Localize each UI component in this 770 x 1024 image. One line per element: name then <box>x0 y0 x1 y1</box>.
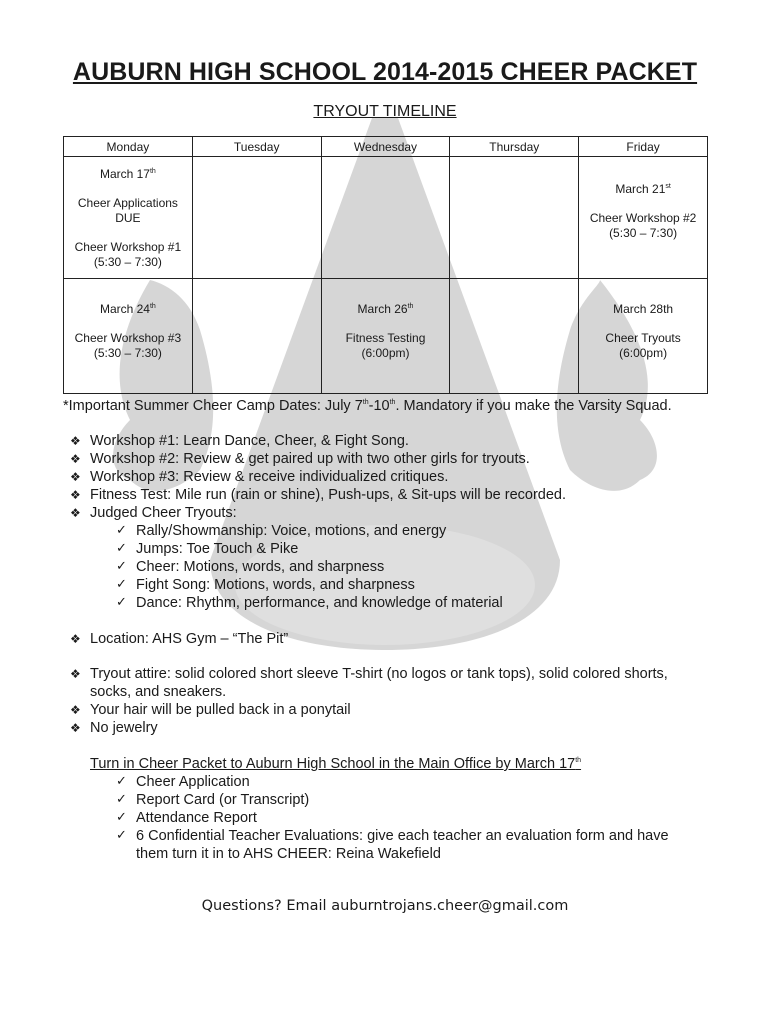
event: Cheer Workshop #1 <box>74 240 182 254</box>
cell-week2-thursday <box>450 279 579 394</box>
diamond-bullet-icon: ❖ <box>70 506 81 520</box>
table-header-row <box>64 137 708 157</box>
event: Cheer Workshop #3 <box>74 331 182 345</box>
cell-week2-tuesday <box>192 279 321 394</box>
date: March 26 <box>357 302 408 316</box>
turn-in-heading: Turn in Cheer Packet to Auburn High School in the Main Office by March 17th <box>90 756 582 772</box>
event-time: (6:00pm) <box>361 346 410 360</box>
table-row <box>64 157 708 279</box>
event-time: (5:30 – 7:30) <box>93 346 162 360</box>
list-item: Rally/Showmanship: Voice, motions, and energy <box>136 523 447 539</box>
diamond-bullet-icon: ❖ <box>70 470 81 484</box>
list-item: 6 Confidential Teacher Evaluations: give each teacher an evaluation form and have <box>136 828 669 844</box>
cell-week1-monday: March 17th Cheer Applications DUE Cheer Workshop #1 (5:30 – 7:30) <box>64 157 193 279</box>
list-item: Workshop #1: Learn Dance, Cheer, & Fight Song. <box>90 433 409 449</box>
list-item: Report Card (or Transcript) <box>136 792 310 808</box>
diamond-bullet-icon: ❖ <box>70 488 81 502</box>
table-row <box>64 279 708 394</box>
list-item: Fitness Test: Mile run (rain or shine), Push-ups, & Sit-ups will be recorded. <box>90 487 567 503</box>
date: March 21 <box>615 182 666 196</box>
diamond-bullet-icon: ❖ <box>70 703 81 717</box>
list-item: Workshop #3: Review & receive individualized critiques. <box>90 469 449 485</box>
camp-dates-note: *Important Summer Cheer Camp Dates: July 7th-10th. Mandatory if you make the Varsity Squad. <box>63 398 672 414</box>
list-item: Cheer Application <box>136 774 250 790</box>
check-mark-icon: ✓ <box>116 809 127 824</box>
event-time: (5:30 – 7:30) <box>609 226 678 240</box>
diamond-bullet-icon: ❖ <box>70 721 81 735</box>
date: March 28th <box>613 302 674 316</box>
check-mark-icon: ✓ <box>116 576 127 591</box>
diamond-bullet-icon: ❖ <box>70 632 81 646</box>
attire-text-cont: socks, and sneakers. <box>90 684 227 700</box>
list-item: Judged Cheer Tryouts: <box>90 505 237 521</box>
event: DUE <box>115 211 141 225</box>
header-tuesday: Tuesday <box>192 137 321 157</box>
diamond-bullet-icon: ❖ <box>70 667 81 681</box>
event: Cheer Applications <box>77 196 178 210</box>
cell-week1-wednesday <box>321 157 450 279</box>
check-mark-icon: ✓ <box>116 540 127 555</box>
list-item: Fight Song: Motions, words, and sharpness <box>136 577 415 593</box>
check-mark-icon: ✓ <box>116 594 127 609</box>
jewelry-text: No jewelry <box>90 720 158 736</box>
list-item-cont: them turn it in to AHS CHEER: Reina Wakefield <box>136 846 441 862</box>
header-wednesday: Wednesday <box>321 137 450 157</box>
cell-week2-monday: March 24th Cheer Workshop #3 (5:30 – 7:30) <box>64 279 193 394</box>
cell-week1-thursday <box>450 157 579 279</box>
cell-week2-friday <box>579 279 708 394</box>
cell-week1-friday: March 21st Cheer Workshop #2 (5:30 – 7:30) <box>579 157 708 279</box>
attire-text: Tryout attire: solid colored short sleeve T-shirt (no logos or tank tops), solid colored shorts, <box>90 666 668 682</box>
hair-text: Your hair will be pulled back in a ponytail <box>90 702 351 718</box>
cell-week2-wednesday: March 26th Fitness Testing (6:00pm) <box>321 279 450 394</box>
location-text: Location: AHS Gym – “The Pit” <box>90 631 289 647</box>
check-mark-icon: ✓ <box>116 791 127 806</box>
check-mark-icon: ✓ <box>116 558 127 573</box>
header-monday: Monday <box>64 137 193 157</box>
list-item: Cheer: Motions, words, and sharpness <box>136 559 385 575</box>
event: Cheer Workshop #2 <box>589 211 697 225</box>
event: Fitness Testing <box>345 331 426 345</box>
event: Cheer Tryouts <box>605 331 681 345</box>
header-friday: Friday <box>579 137 708 157</box>
cell-week1-tuesday <box>192 157 321 279</box>
date: March 17 <box>99 167 150 181</box>
page-subtitle: TRYOUT TIMELINE <box>313 103 457 120</box>
diamond-bullet-icon: ❖ <box>70 434 81 448</box>
page-title: AUBURN HIGH SCHOOL 2014-2015 CHEER PACKET <box>72 58 698 86</box>
date: March 24 <box>99 302 150 316</box>
list-item: Dance: Rhythm, performance, and knowledge of material <box>136 595 503 611</box>
header-thursday: Thursday <box>450 137 579 157</box>
list-item: Workshop #2: Review & get paired up with two other girls for tryouts. <box>90 451 530 467</box>
tryout-timeline-table <box>63 136 708 394</box>
check-mark-icon: ✓ <box>116 827 127 842</box>
list-item: Jumps: Toe Touch & Pike <box>136 541 299 557</box>
event-time: (5:30 – 7:30) <box>93 255 162 269</box>
check-mark-icon: ✓ <box>116 773 127 788</box>
questions-email: Questions? Email auburntrojans.cheer@gmail.com <box>201 898 569 914</box>
event-time: (6:00pm) <box>619 346 668 360</box>
diamond-bullet-icon: ❖ <box>70 452 81 466</box>
list-item: Attendance Report <box>136 810 257 826</box>
check-mark-icon: ✓ <box>116 522 127 537</box>
